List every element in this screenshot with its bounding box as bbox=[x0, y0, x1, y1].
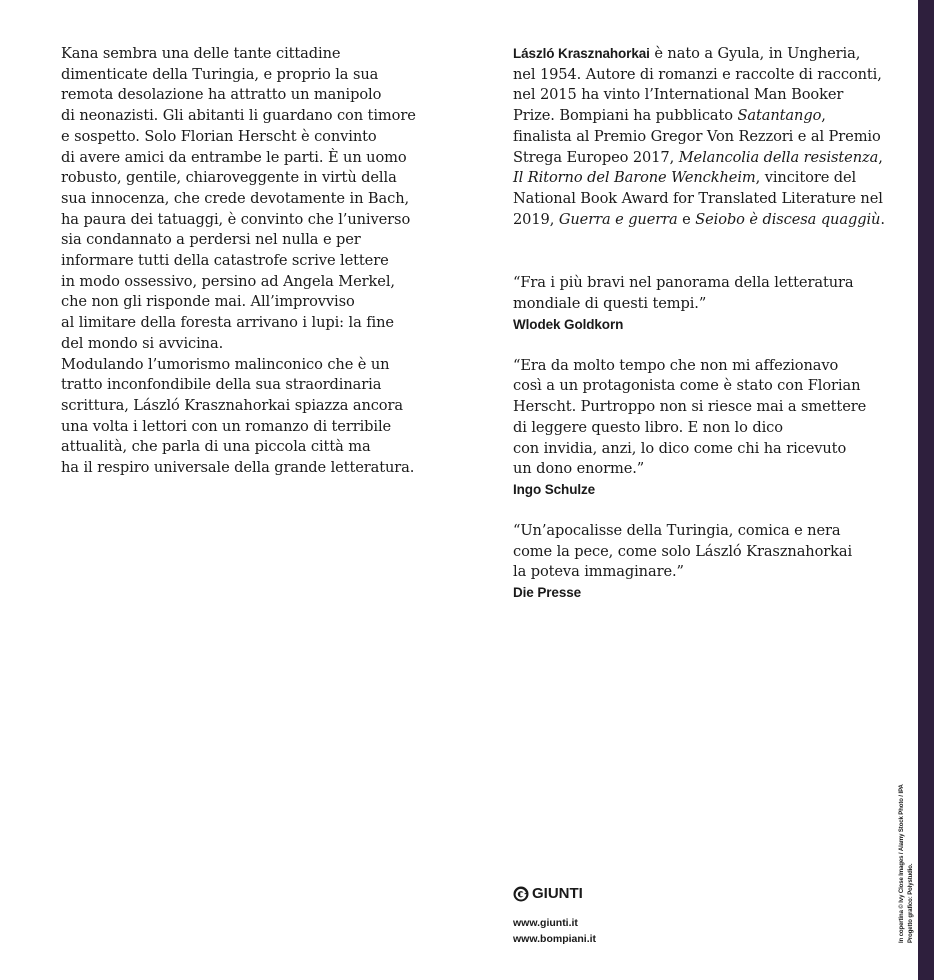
synopsis-paragraph-2 bbox=[61, 355, 433, 479]
website-link[interactable]: www.bompiani.it bbox=[513, 932, 597, 945]
bio-text: e bbox=[677, 210, 696, 228]
synopsis-line: scrittura, László Krasznahorkai spiazza ancora bbox=[61, 396, 403, 414]
synopsis-line: di avere amici da entrambe le parti. È un uomo bbox=[61, 148, 407, 166]
synopsis-line: al limitare della foresta arrivano i lupi: la fine bbox=[61, 314, 394, 332]
book-title: Seiobo è discesa quaggiù bbox=[695, 210, 881, 228]
quote-line: “Era da molto tempo che non mi affezionavo bbox=[513, 356, 839, 374]
book-title: Satantango bbox=[737, 107, 822, 125]
quote-line: come la pece, come solo László Krasznahorkai bbox=[513, 542, 853, 560]
synopsis-line: ha il respiro universale della grande letteratura. bbox=[61, 459, 415, 477]
bio-text: nel 2015 ha vinto l’International Man Booker bbox=[513, 86, 844, 104]
quote-line: mondiale di questi tempi.” bbox=[513, 295, 707, 313]
author-bio-and-quotes bbox=[513, 44, 903, 603]
author-bio bbox=[513, 44, 903, 230]
quote-line: Herscht. Purtroppo non si riesce mai a smettere bbox=[513, 398, 867, 416]
bio-text: . bbox=[880, 210, 885, 228]
book-title: Melancolia della resistenza bbox=[678, 148, 879, 166]
logo-text: GIUNTI bbox=[532, 885, 583, 902]
synopsis-paragraph-1 bbox=[61, 44, 433, 355]
synopsis-line: del mondo si avvicina. bbox=[61, 334, 224, 352]
quote-line: con invidia, anzi, lo dico come chi ha ricevuto bbox=[513, 439, 847, 457]
credit-line: Progetto grafico: Polystudio. bbox=[907, 863, 914, 943]
giunti-logo bbox=[513, 885, 583, 902]
synopsis-line: Modulando l’umorismo malinconico che è un bbox=[61, 355, 390, 373]
quote-3 bbox=[513, 521, 903, 603]
quote-line: un dono enorme.” bbox=[513, 460, 645, 478]
synopsis-line: dimenticate della Turingia, e proprio la sua bbox=[61, 65, 379, 83]
book-title: Il Ritorno del Barone Wenckheim bbox=[513, 169, 756, 187]
bio-text: , bbox=[821, 107, 826, 125]
quote-author: Die Presse bbox=[513, 585, 582, 601]
quote-line: la poteva immaginare.” bbox=[513, 563, 684, 581]
quote-line: “Fra i più bravi nel panorama della letteratura bbox=[513, 274, 854, 292]
quote-1 bbox=[513, 273, 903, 334]
quote-line: di leggere questo libro. E non lo dico bbox=[513, 418, 783, 436]
synopsis-line: di neonazisti. Gli abitanti li guardano con timore bbox=[61, 107, 416, 125]
bio-text: Prize. Bompiani ha pubblicato bbox=[513, 107, 738, 125]
synopsis-line: ha paura dei tatuaggi, è convinto che l’universo bbox=[61, 210, 411, 228]
bio-text: nel 1954. Autore di romanzi e raccolte di racconti, bbox=[513, 65, 882, 83]
bio-text: è nato a Gyula, in Ungheria, bbox=[649, 45, 861, 62]
synopsis-line: informare tutti della catastrofe scrive lettere bbox=[61, 252, 389, 270]
bio-text: finalista al Premio Gregor Von Rezzori e al Premio bbox=[513, 127, 881, 145]
synopsis-line: e sospetto. Solo Florian Herscht è convinto bbox=[61, 127, 377, 145]
synopsis-line: remota desolazione ha attratto un manipolo bbox=[61, 86, 382, 104]
synopsis-line: sua innocenza, che crede devotamente in Bach, bbox=[61, 189, 410, 207]
synopsis-line: attualità, che parla di una piccola città ma bbox=[61, 438, 371, 456]
author-name: László Krasznahorkai bbox=[513, 46, 650, 61]
website-link[interactable]: www.giunti.it bbox=[513, 917, 578, 929]
synopsis-line: sia condannato a perdersi nel nulla e per bbox=[61, 231, 361, 249]
quote-author: Ingo Schulze bbox=[513, 481, 596, 497]
bio-text: Strega Europeo 2017, bbox=[513, 148, 679, 166]
bio-text: , vincitore del bbox=[755, 169, 857, 187]
bio-text: 2019, bbox=[513, 210, 559, 228]
publisher-websites bbox=[513, 916, 596, 947]
quote-author: Wlodek Goldkorn bbox=[513, 316, 624, 332]
quote-line: “Un’apocalisse della Turingia, comica e nera bbox=[513, 521, 841, 539]
synopsis bbox=[61, 44, 433, 479]
quote-2 bbox=[513, 356, 903, 500]
synopsis-line: robusto, gentile, chiaroveggente in virtù della bbox=[61, 169, 397, 187]
bio-text: National Book Award for Translated Literature nel bbox=[513, 189, 883, 207]
synopsis-line: che non gli risponde mai. All’improvviso bbox=[61, 293, 355, 311]
synopsis-line: una volta i lettori con un romanzo di terribile bbox=[61, 417, 392, 435]
synopsis-line: tratto inconfondibile della sua straordinaria bbox=[61, 376, 382, 394]
image-credits bbox=[898, 784, 915, 943]
bio-text: , bbox=[878, 148, 883, 166]
synopsis-line: Kana sembra una delle tante cittadine bbox=[61, 45, 341, 62]
synopsis-line: in modo ossessivo, persino ad Angela Merkel, bbox=[61, 272, 395, 290]
quote-line: così a un protagonista come è stato con Florian bbox=[513, 377, 861, 395]
book-title: Guerra e guerra bbox=[558, 210, 678, 228]
giunti-g-icon bbox=[513, 886, 529, 902]
credit-line: In copertina © Ivy Close Images / Alamy Stock Photo / IPA bbox=[899, 784, 905, 943]
